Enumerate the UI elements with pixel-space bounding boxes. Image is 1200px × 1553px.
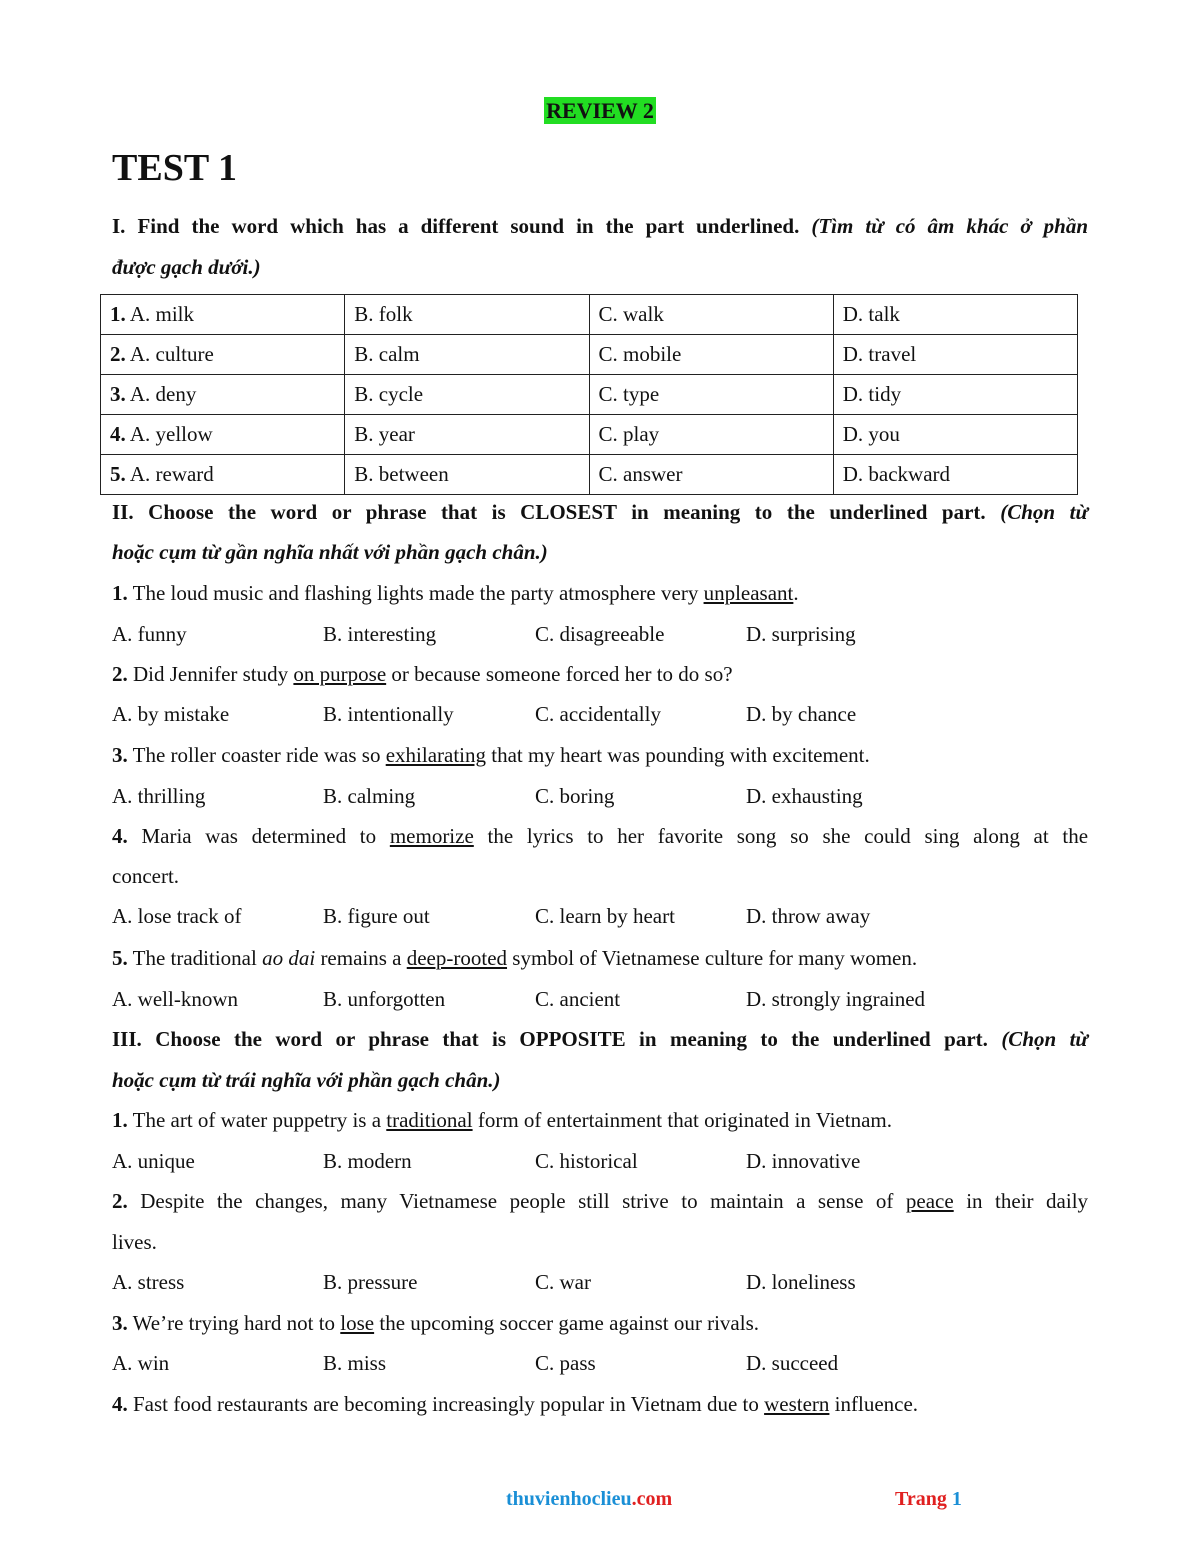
question-text: 2. Did Jennifer study on purpose or because someone forced her to do so?: [112, 662, 733, 686]
table-cell: C. mobile: [589, 335, 833, 375]
table-row: [101, 455, 1078, 495]
option-b: B. miss: [323, 1351, 387, 1375]
option-b: B. modern: [323, 1149, 412, 1173]
sound-table: [100, 294, 1078, 495]
option-b: B. unforgotten: [323, 987, 446, 1011]
option-a: A. stress: [112, 1270, 185, 1294]
table-cell: D. backward: [833, 455, 1077, 495]
option-b: B. intentionally: [323, 702, 454, 726]
question-text: 5. The traditional ao dai remains a deep-rooted symbol of Vietnamese culture for many women.: [112, 946, 918, 970]
option-c: C. war: [535, 1270, 591, 1294]
table-cell: C. answer: [589, 455, 833, 495]
table-cell: B. year: [345, 415, 589, 455]
table-row: [101, 295, 1078, 335]
question-text: 2. Despite the changes, many Vietnamese people still strive to maintain a sense of peace in their daily: [112, 1189, 1089, 1213]
question-text: 1. The art of water puppetry is a traditional form of entertainment that originated in Vietnam.: [112, 1108, 892, 1132]
section1-heading: I. Find the word which has a different sound in the part underlined. (Tìm từ có âm khác ở phần: [112, 214, 1089, 238]
option-c: C. accidentally: [535, 702, 661, 726]
table-cell: C. walk: [589, 295, 833, 335]
table-cell: B. calm: [345, 335, 589, 375]
table-row: [101, 375, 1078, 415]
option-a: A. thrilling: [112, 784, 206, 808]
table-row: [101, 335, 1078, 375]
option-d: D. strongly ingrained: [746, 987, 926, 1011]
table-cell: B. between: [345, 455, 589, 495]
option-c: C. pass: [535, 1351, 596, 1375]
table-cell: C. play: [589, 415, 833, 455]
table-cell: B. folk: [345, 295, 589, 335]
option-d: D. succeed: [746, 1351, 839, 1375]
question-text: 3. We’re trying hard not to lose the upcoming soccer game against our rivals.: [112, 1311, 760, 1335]
option-d: D. surprising: [746, 622, 856, 646]
question-text: 4. Maria was determined to memorize the lyrics to her favorite song so she could sing along at the: [112, 824, 1089, 848]
option-b: B. calming: [323, 784, 416, 808]
question-text-cont: concert.: [112, 864, 180, 888]
option-d: D. loneliness: [746, 1270, 856, 1294]
option-c: C. historical: [535, 1149, 638, 1173]
option-d: D. innovative: [746, 1149, 861, 1173]
review-label: REVIEW 2: [546, 98, 654, 123]
section2-heading: II. Choose the word or phrase that is CLOSEST in meaning to the underlined part. (Chọn từ: [112, 500, 1089, 524]
table-cell: 5. A. reward: [101, 455, 345, 495]
option-a: A. lose track of: [112, 904, 242, 928]
option-b: B. figure out: [323, 904, 430, 928]
option-c: C. disagreeable: [535, 622, 665, 646]
section3-heading: III. Choose the word or phrase that is OPPOSITE in meaning to the underlined part. (Chọn từ: [112, 1027, 1089, 1051]
option-c: C. boring: [535, 784, 615, 808]
section1-heading-cont: được gạch dưới.): [112, 255, 261, 279]
option-a: A. by mistake: [112, 702, 230, 726]
question-text: 3. The roller coaster ride was so exhilarating that my heart was pounding with excitement.: [112, 743, 870, 767]
question-text: 1. The loud music and flashing lights made the party atmosphere very unpleasant.: [112, 581, 799, 605]
option-c: C. ancient: [535, 987, 621, 1011]
table-cell: 4. A. yellow: [101, 415, 345, 455]
table-cell: D. tidy: [833, 375, 1077, 415]
page-number: Trang 1: [895, 1488, 962, 1510]
option-a: A. win: [112, 1351, 170, 1375]
option-a: A. funny: [112, 622, 187, 646]
table-cell: 1. A. milk: [101, 295, 345, 335]
option-c: C. learn by heart: [535, 904, 675, 928]
section2-heading-cont: hoặc cụm từ gần nghĩa nhất với phần gạch chân.): [112, 540, 548, 564]
table-cell: D. you: [833, 415, 1077, 455]
table-cell: 3. A. deny: [101, 375, 345, 415]
option-d: D. throw away: [746, 904, 871, 928]
table-cell: D. travel: [833, 335, 1077, 375]
footer-site-link[interactable]: thuvienhoclieu.com: [506, 1488, 673, 1510]
option-d: D. exhausting: [746, 784, 863, 808]
option-a: A. well-known: [112, 987, 238, 1011]
option-a: A. unique: [112, 1149, 195, 1173]
option-d: D. by chance: [746, 702, 857, 726]
section3-heading-cont: hoặc cụm từ trái nghĩa với phần gạch chân.): [112, 1068, 501, 1092]
table-cell: C. type: [589, 375, 833, 415]
test-title: TEST 1: [112, 147, 237, 189]
question-text-cont: lives.: [112, 1230, 157, 1254]
question-text: 4. Fast food restaurants are becoming increasingly popular in Vietnam due to western influence.: [112, 1392, 919, 1416]
option-b: B. interesting: [323, 622, 437, 646]
table-cell: B. cycle: [345, 375, 589, 415]
table-row: [101, 415, 1078, 455]
option-b: B. pressure: [323, 1270, 418, 1294]
table-cell: 2. A. culture: [101, 335, 345, 375]
table-cell: D. talk: [833, 295, 1077, 335]
